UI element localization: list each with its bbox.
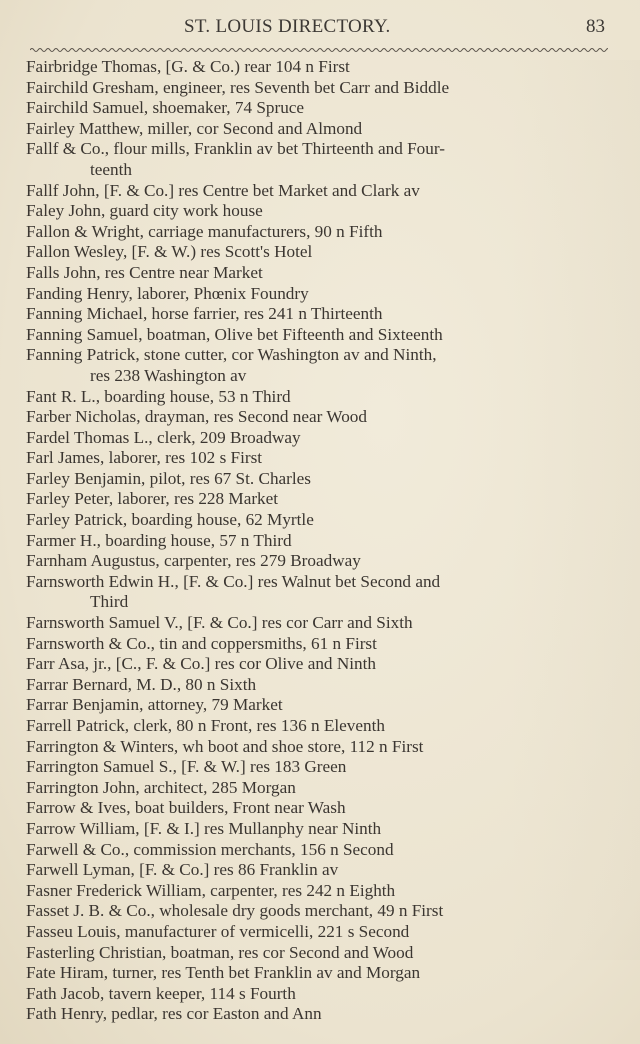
directory-entry [26,489,616,510]
directory-entry [26,654,616,675]
directory-entry [26,675,616,696]
directory-entry [26,840,616,861]
directory-entry [26,201,616,222]
directory-entry [26,448,616,469]
directory-entry [26,222,616,243]
page-number: 83 [586,16,605,37]
directory-entry [26,98,616,119]
directory-entry [26,798,616,819]
entry-text: Farnham Augustus, carpenter, res 279 Broadway [26,551,361,571]
directory-entry [26,263,616,284]
directory-entry [26,819,616,840]
directory-entries [26,57,616,1025]
directory-entry [26,881,616,902]
entry-text: Farley Patrick, boarding house, 62 Myrtle [26,510,314,530]
directory-entry [26,695,616,716]
directory-entry [26,1004,616,1025]
entry-text: Farrington John, architect, 285 Morgan [26,777,296,797]
entry-text: Fairbridge Thomas, [G. & Co.) rear 104 n First [26,57,350,76]
entry-text: Fairchild Gresham, engineer, res Seventh bet Carr and Biddle [26,77,450,97]
entry-text: Fath Jacob, tavern keeper, 114 s Fourth [26,983,296,1003]
page-title: ST. LOUIS DIRECTORY. [184,16,391,37]
entry-text: Farr Asa, jr., [C., F. & Co.] res cor Olive and Ninth [26,654,376,674]
directory-entry [26,181,616,202]
entry-text: Fasset J. B. & Co., wholesale dry goods merchant, 49 n First [26,901,444,921]
entry-text: Farber Nicholas, drayman, res Second near Wood [26,407,367,427]
entry-text: Farrar Benjamin, attorney, 79 Market [26,695,283,715]
entry-text: Farley Peter, laborer, res 228 Market [26,489,279,509]
entry-text: Fallf John, [F. & Co.] res Centre bet Market and Clark av [26,180,420,200]
entry-text: Fardel Thomas L., clerk, 209 Broadway [26,427,301,447]
entry-text: Fant R. L., boarding house, 53 n Third [26,386,291,406]
entry-text: Fath Henry, pedlar, res cor Easton and Ann [26,1004,322,1024]
directory-entry [26,387,616,408]
entry-text: Farmer H., boarding house, 57 n Third [26,530,292,550]
entry-text: Farnsworth Edwin H., [F. & Co.] res Walnut bet Second and [26,571,441,591]
entry-text: Fallon & Wright, carriage manufacturers, 90 n Fifth [26,221,383,241]
directory-entry [26,778,616,799]
directory-entry [26,242,616,263]
directory-entry [26,345,616,386]
directory-entry [26,407,616,428]
directory-entry [26,860,616,881]
directory-entry [26,572,616,613]
entry-text: Farnsworth & Co., tin and coppersmiths, 61 n First [26,633,377,653]
directory-entry [26,716,616,737]
entry-text: Farley Benjamin, pilot, res 67 St. Charles [26,468,311,488]
entry-text: Fallon Wesley, [F. & W.) res Scott's Hotel [26,242,313,262]
entry-text: Farrington & Winters, wh boot and shoe store, 112 n First [26,736,424,756]
entry-text: Fanning Michael, horse farrier, res 241 n Thirteenth [26,304,383,324]
running-header [0,16,640,44]
entry-text: Fanning Patrick, stone cutter, cor Washington av and Ninth, [26,345,437,365]
directory-entry [26,531,616,552]
entry-text: Farrington Samuel S., [F. & W.] res 183 Green [26,757,347,777]
directory-entry [26,78,616,99]
directory-entry [26,428,616,449]
entry-text: Fate Hiram, turner, res Tenth bet Franklin av and Morgan [26,963,421,983]
entry-text: Farrow & Ives, boat builders, Front near Wash [26,798,346,818]
entry-text: Farrell Patrick, clerk, 80 n Front, res 136 n Eleventh [26,716,385,735]
directory-entry [26,613,616,634]
entry-text: Fallf & Co., flour mills, Franklin av bet Thirteenth and Four- [26,139,445,159]
directory-entry [26,57,616,78]
directory-entry [26,922,616,943]
directory-entry [26,284,616,305]
directory-entry [26,325,616,346]
entry-text: Farnsworth Samuel V., [F. & Co.] res cor Carr and Sixth [26,613,413,633]
entry-text: Fanning Samuel, boatman, Olive bet Fifteenth and Sixteenth [26,324,443,344]
entry-text: Farrow William, [F. & I.] res Mullanphy near Ninth [26,818,382,838]
entry-continuation: Third [90,592,129,612]
entry-continuation: teenth [90,159,132,179]
directory-entry [26,963,616,984]
directory-entry [26,304,616,325]
directory-entry [26,119,616,140]
directory-entry [26,984,616,1005]
entry-text: Fasner Frederick William, carpenter, res 242 n Eighth [26,880,396,900]
entry-text: Farrar Bernard, M. D., 80 n Sixth [26,674,257,694]
entry-text: Farwell & Co., commission merchants, 156 n Second [26,839,394,859]
entry-text: Falls John, res Centre near Market [26,262,263,282]
directory-entry [26,634,616,655]
entry-text: Fairley Matthew, miller, cor Second and Almond [26,118,363,138]
directory-entry [26,139,616,180]
directory-entry [26,757,616,778]
directory-entry [26,943,616,964]
directory-entry [26,510,616,531]
entry-text: Fasterling Christian, boatman, res cor Second and Wood [26,942,414,962]
directory-entry [26,551,616,572]
entry-text: Farwell Lyman, [F. & Co.] res 86 Franklin av [26,860,339,880]
entry-text: Farl James, laborer, res 102 s First [26,448,263,468]
entry-continuation: res 238 Washington av [90,365,247,385]
entry-text: Fairchild Samuel, shoemaker, 74 Spruce [26,98,305,118]
entry-text: Fanding Henry, laborer, Phœnix Foundry [26,283,309,303]
directory-entry [26,469,616,490]
directory-entry [26,901,616,922]
directory-entry [26,737,616,758]
entry-text: Fasseu Louis, manufacturer of vermicelli, 221 s Second [26,921,410,941]
entry-text: Faley John, guard city work house [26,201,263,221]
wavy-rule-divider [30,46,608,54]
